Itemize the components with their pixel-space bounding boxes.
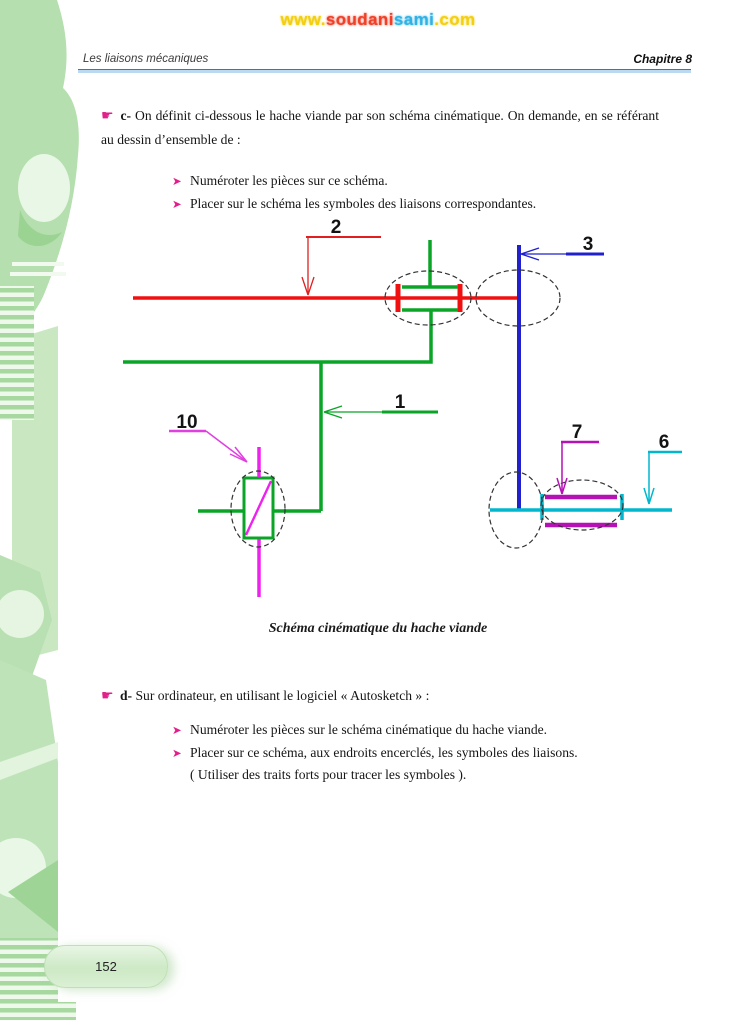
logo-suffix: .com (434, 10, 476, 29)
leader-part1 (324, 392, 438, 418)
arrow-bullet-icon: ➤ (172, 745, 182, 760)
joint-ellipse-bearing (541, 480, 623, 530)
arrow-bullet-icon: ➤ (172, 723, 182, 737)
leader-part2 (302, 217, 381, 295)
list-item (172, 170, 536, 193)
bullet-text: ( Utiliser des traits forts pour tracer les symboles ). (190, 767, 467, 782)
logo-prefix: www. (280, 10, 326, 29)
bullet-text: Placer sur le schéma les symboles des liaisons correspondantes. (190, 195, 537, 211)
section-c-bullets (172, 170, 536, 215)
part-label-2: 2 (330, 217, 342, 238)
page-number-pill (44, 945, 168, 988)
list-item (172, 764, 578, 787)
header-left-title: Les liaisons mécaniques (83, 53, 209, 65)
pointing-hand-icon: ☛ (101, 108, 114, 124)
bullet-text: Placer sur ce schéma, aux endroits encerclés, les symboles des liaisons. (190, 744, 578, 760)
leader-part6 (644, 432, 682, 504)
section-d-paragraph (101, 684, 681, 708)
page-number: 152 (95, 959, 117, 974)
section-d-label: d- (119, 688, 133, 703)
section-d-text: Sur ordinateur, en utilisant le logiciel « Autosketch » : (135, 688, 430, 703)
section-c-text: On définit ci-dessous le hache viande par son schéma cinématique. On demande, en se référant au dessin d’ensemble de : (101, 108, 659, 147)
leader-part10 (169, 412, 247, 462)
bullet-text: Numéroter les pièces sur le schéma cinématique du hache viande. (190, 722, 548, 737)
list-item (172, 719, 578, 742)
section-c-paragraph (101, 104, 659, 152)
pointing-hand-icon: ☛ (101, 688, 114, 704)
section-d-bullets (172, 719, 578, 787)
diagram-caption: Schéma cinématique du hache viande (268, 621, 488, 636)
arrow-bullet-icon: ➤ (172, 174, 182, 188)
list-item (172, 193, 536, 216)
logo-part1: soudani (325, 10, 394, 29)
site-logo (0, 10, 756, 30)
section-c-label: c- (120, 108, 132, 123)
part-label-1: 1 (394, 392, 406, 413)
decor-hole (18, 154, 70, 222)
leader-part3 (521, 234, 604, 260)
part-label-3: 3 (582, 234, 594, 255)
kinematic-diagram (0, 215, 756, 615)
list-item (172, 742, 578, 765)
green-frame-lines (123, 240, 458, 511)
part-label-7: 7 (571, 422, 583, 443)
part-label-10: 10 (176, 412, 198, 433)
part-label-6: 6 (658, 432, 670, 453)
header-chapter-title: Chapitre 8 (633, 52, 692, 66)
header-rule (78, 69, 691, 73)
bullet-text: Numéroter les pièces sur ce schéma. (190, 173, 388, 188)
logo-part2: sami (393, 10, 435, 29)
arrow-bullet-icon: ➤ (172, 196, 182, 211)
